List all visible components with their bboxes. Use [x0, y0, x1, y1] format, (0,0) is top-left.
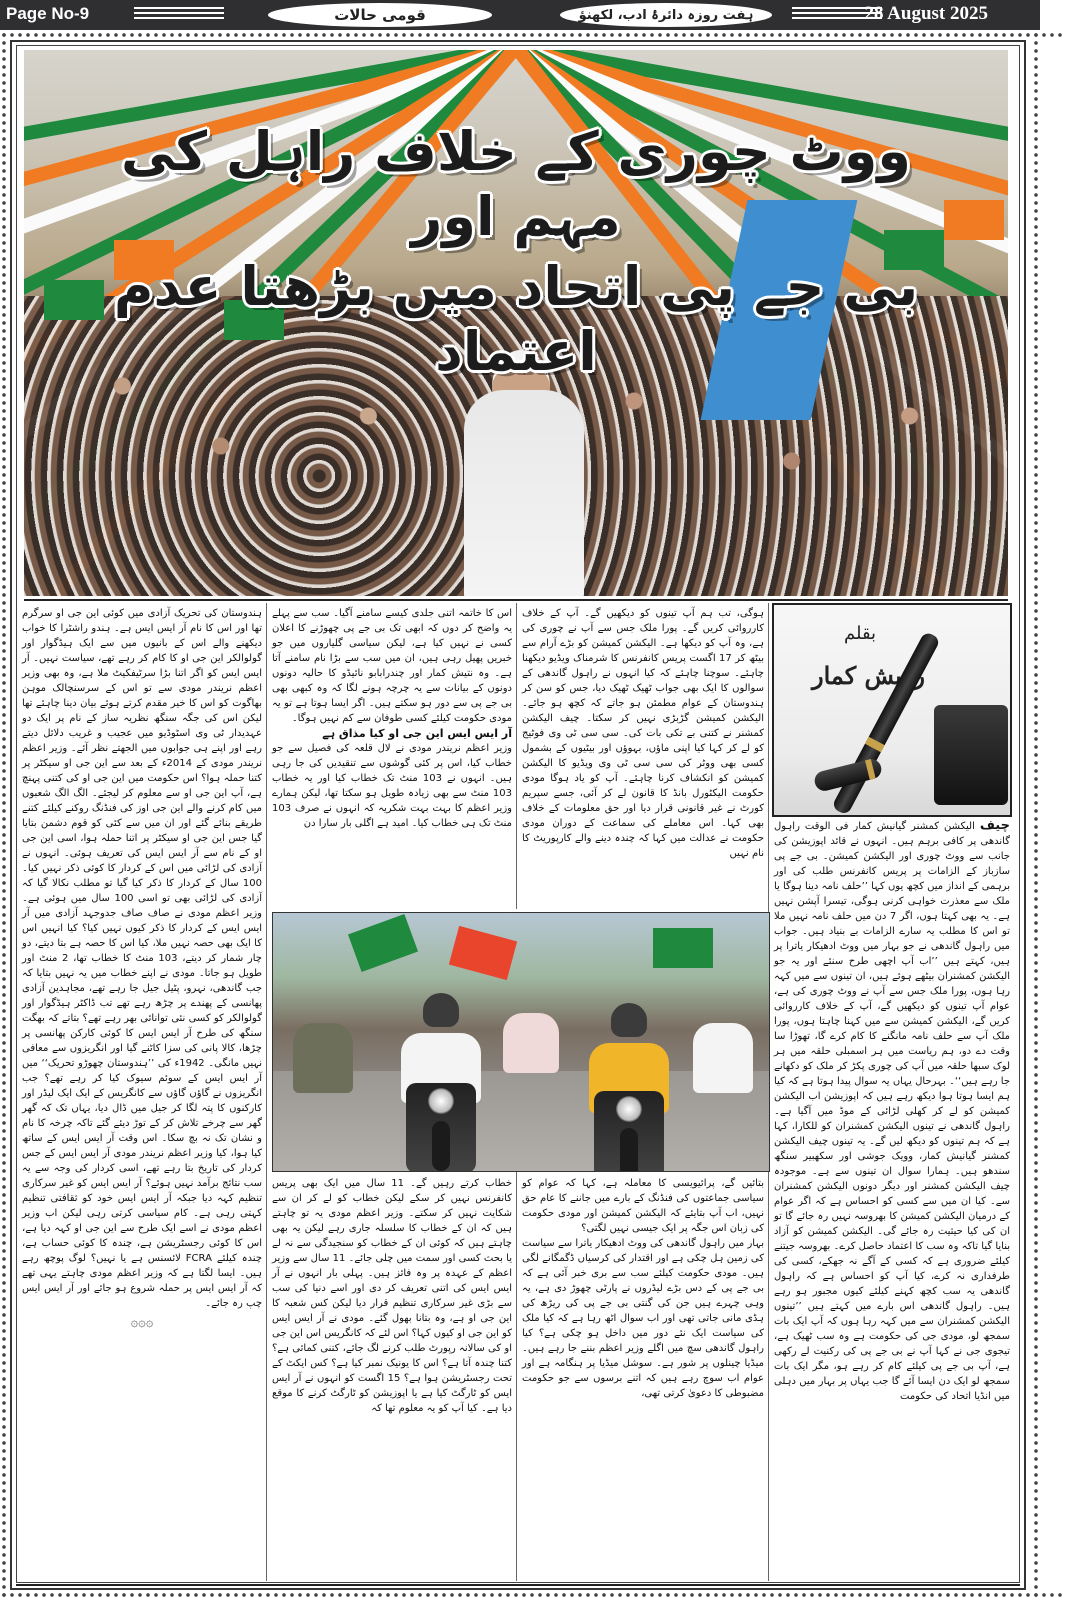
column-rule — [516, 603, 517, 909]
headline-line-2: بی جے پی اتحاد میں بڑھتا عدم اعتماد — [113, 255, 919, 383]
ornament-border-top — [0, 31, 1066, 39]
helmet — [423, 993, 459, 1027]
paragraph: ہندوستان کی تحریک آزادی میں کوئی این جی او سرگرم تھا اور اس کا نام آر ایس ایس ہے۔ ہندو راشٹرا کا خواب دیکھنے والے اس کے بانیوں میں سے ایک ہیڈگوار اور گولوالکر این جی او کا کام کر رہے تھے، سیاست نہیں۔ آر ایس ایس کو اگر اتنا بڑا سرٹیفکیٹ ملا ہے، وہ بھی وزیر اعظم نریندر مودی سے تو اس کے سرسنچالک موہن بھاگوت کو اس کا خیر مقدم کرتے ہوئے بیان دینا چاہئے تھا لیکن اس کی جگہ سنگھ نظریہ ساز کے نام پر ایک دو عہدیدار ٹی وی اسٹوڈیو میں عجیب و غریب دلائل دیتے رہے اور اپنے ہی جوابوں میں الجھتے نظر آئے۔ وزیر اعظم نریندر مودی کے 2014ء کے بعد سے این جی او سیکٹر پر کتنا حملہ ہوا؟ اس حکومت میں این جی او کی کتنی پہنچ ہے، آپ این جی او سے معلوم کر لیجئے۔ الگ الگ شعبوں میں کام کرنے والے این جی اوز کی فنڈنگ روکنے کیلئے کتنے طریقے بنائے گئے اور ان میں سے کئی کو قوم دشمن بتایا گیا جس این جی او سیکٹر پر اتنا حملہ ہوا، اسی این جی او کے نام سے آر ایس ایس کی تعریف ہوئی۔ انہوں نے آزادی کی لڑائی میں اس کے کردار کا کوئی ذکر نہیں کیا۔ 100 سال کے کردار کا ذکر کیا گیا تو مطلب نکالا گیا کہ آزادی کی لڑائی بھی تو اسی 100 سال میں ہوئی ہے۔ وزیر اعظم مودی نے صاف صاف جدوجہد آزادی میں آر ایس ایس کے کردار کا ذکر کیوں نہیں کیا؟ کیا انہیں اس کا ایک بھی حصہ نہیں ملا، کیا اس کا حصہ ہے بتا دیتے، دو چار شمار کر دیتے، 103 منٹ کا خطاب تھا، 2 منٹ اور طویل ہو جاتا۔ مودی نے اپنے خطاب میں یہ نہیں بتایا کہ جب گاندھی، نہرو، پٹیل جیل جا رہے تھے، مجاہدین آزادی پھانسی کے پھندے پر چڑھ رہے تھے تب ڈاکٹر ہیڈگوار اور گولوالکر کو کسی نئی توانائی بھر رہے تھے؟ بتاتے کہ بھگت سنگھ کی طرح آر ایس ایس کا کوئی کارکن پھانسی پر چڑھا، کالا پانی کی سزا کاٹنے گیا اور انگریزوں سے معافی نہیں مانگی۔ 1942ء کی ’’ہندوستان چھوڑو تحریک‘‘ میں آر ایس ایس کے سوئم سیوک کیا کر رہے تھے؟ جب انگریزوں نے گاؤں گاؤں سے کانگریس کے ایک ایک لیڈر اور کارکنوں کا پتہ لگا کر جیل میں ڈال دیا، یہاں تک کہ گھر گھر سے چرخے تلاش کر کے توڑ دیئے گئے تاکہ چرخہ کا نام و نشان تک نہ بچ سکا۔ اس وقت آر ایس ایس کے ساتھ کیا ہوا، کیا وزیر اعظم نریندر مودی آر ایس ایس کے جس کردار کی تاریخ بتا رہے تھے، اسی کردار کی وجہ سے یہ سب نتائج برآمد نہیں ہوئے؟ آر ایس ایس کو غیر سرکاری تنظیم کہہ دیا جبکہ آر ایس ایس خود کو ثقافتی تنظیم کہتی رہی ہے۔ کام سیاسی کرتی رہی لیکن اب وزیر اعظم مودی نے اسے ایک طرح سے این جی او کہہ دیا ہے، اس کا کوئی رجسٹریشن ہے، چندہ کا کوئی حساب ہے، چندہ کیلئے FCRA لائسنس ہے یا نہیں؟ لوگ پوچھ رہے ہیں۔ ایسا لگتا ہے کہ وزیر اعظم مودی چاہتے یہی تھے کہ آر ایس ایس پر حملہ شروع ہو جائے اور آر ایس ایس چپ رہ جائے۔ — [22, 608, 263, 1309]
wheel — [432, 1121, 450, 1171]
ornament-border-bottom — [0, 1591, 1066, 1599]
article-column-3-bottom — [522, 1176, 764, 1401]
column-rule — [516, 1172, 517, 1581]
fountain-pen-icon — [831, 631, 941, 816]
byline-name: رویش کمار — [812, 661, 926, 690]
paragraph: اس کا خاتمہ اتنی جلدی کیسے سامنے آگیا۔ سب سے پہلے یہ واضح کر دوں کہ ابھی تک بی جے پی چھوڑنے کا اعلان کسی نے نہیں کیا ہے، لیکن سیاسی گلیاروں میں جو خبریں پھیل رہی ہیں، ان میں سب سے بڑا نام سامنے آتا ہے۔ وہ نتیش کمار اور چندرابابو نائیڈو کا حالیہ دونوں دونوں کے بیانات سے یہ چرچہ ہونے لگا کہ وہ کبھی بھی بی جے پی سے دور ہو سکتے ہیں۔ اگر ایسا ہوتا ہے تو یہ مودی حکومت کیلئے کسی طوفان سے کم نہیں ہوگا۔ — [272, 608, 512, 724]
flag-icon — [449, 926, 517, 980]
headline-line-1: ووٹ چوری کے خلاف راہل کی مہم اور — [121, 120, 911, 248]
rule — [16, 1584, 1020, 1586]
masthead-bar — [0, 0, 1040, 30]
rider — [503, 1013, 559, 1073]
paragraph: خطاب کرتے رہیں گے۔ 11 سال میں ایک بھی پریس کانفرنس نہیں کر سکے لیکن خطاب کو لے کر ان سے شکایت نہیں کر سکتے۔ وزیر اعظم مودی یہ تو چاہتے ہیں کہ ان کے خطاب کا سلسلہ جاری رہے لیکن یہ بھی چاہتے ہیں کہ کوئی ان کے خطاب کو سنجیدگی سے نہ لے یا بحث کسی اور سمت میں چلی جائے۔ 11 سال سے وزیر اعظم کے عہدہ پر وہ فائز ہیں۔ پہلی بار انہوں نے آر ایس ایس کی اتنی تعریف کر دی اور اسے دنیا کی سب سے بڑی غیر سرکاری تنظیم قرار دیا لیکن کس شعبہ کا این جی او ہے، وہ بتانا بھول گئے۔ مودی نے آر ایس ایس کو این جی او کیوں کہا؟ اس لئے کہ کانگریس اس این جی او کی سالانہ رپورٹ طلب کرنے لگ جائے، کتنی کمائی ہے؟ کتنا چندہ آتا ہے؟ اس کا یونیک نمبر کیا ہے؟ کس ایکٹ کے تحت رجسٹریشن ہوا ہے؟ 15 اگست کو انہوں نے آر ایس ایس کو ٹارگٹ کیا ہے یا اپوزیشن کو ٹارگٹ کرنے کا موقع دیا ہے۔ کیا آپ کو یہ معلوم تھا کہ — [272, 1178, 512, 1414]
end-ornament-icon: ۞۞۞ — [130, 1315, 154, 1330]
hero-rally-photo — [24, 50, 1008, 596]
article-column-4 — [774, 818, 1010, 1404]
lead-word: چیف — [979, 818, 1010, 833]
subheading: آر ایس ایس این جی او کیا مذاق ہے — [322, 727, 512, 740]
decorative-stripes — [134, 7, 224, 23]
rider — [293, 1023, 353, 1093]
rule — [24, 599, 1008, 601]
paragraph — [774, 818, 1010, 1404]
headlamp — [616, 1096, 642, 1122]
paragraph-text: الیکشن کمشنر گیانیش کمار فی الوقت راہول گاندھی پر کافی برہم ہیں۔ انہوں نے قائد اپوزیشن کی جانب سے ووٹ چوری اور الیکشن کمیشن۔ بی جے پی سازباز کے الزامات پر پریس کانفرنس طلب کی اور برہمی کے انداز میں کچھ یوں کہا ’’حلف نامہ دینا ہوگا یا ملک سے معذرت خواہی کرنی ہوگی، تیسرا آپشن نہیں ہے۔ یہ بھی کہتا ہوں، اگر 7 دن میں حلف نامہ نہیں ملا تو اس کا مطلب یہ سارے الزامات بے بنیاد ہیں۔ جواب میں راہول گاندھی نے جو بہار میں ووٹ ادھیکار یاترا پر ہیں، کہتے ہیں ’’اب آپ اچھی طرح سنئے اور یہ جو الیکشن کمشنران بیٹھے ہوئے ہیں، ان تینوں سے میں کہہ رہا ہوں، پورا ملک جس سے آپ نے ووٹ چوری کی ہے، عوام آپ تینوں کو دیکھیں گے، آپ کے خلاف کارروائی کریں گے، الیکشن کمیشن سے میں کہنا چاہتا ہوں، پورا ملک آپ سے حلف نامہ مانگنے کا کام کرے گا، تھوڑا سا وقت دے دو، ہم ریاست میں ہر اسمبلی حلقہ میں ہر لوک سبھا حلقہ میں آپ کی چوری پکڑ کر ملک کو دکھانے جا رہے ہیں‘‘۔ بہرحال یہاں یہ سوال پیدا ہوتا ہے کہ کیا ہم ایسا ہوتا ہوا دیکھ رہے ہیں کہ اپوزیشن اب الیکشن کمیشن کو لے کر کھلی لڑائی کے موڈ میں آگیا ہے۔ راہول گاندھی نے تینوں الیکشن کمشنران کو للکارا، کہا ہے کہ ہم تینوں کو دیکھ لیں گے۔ یہ تینوں چیف الیکشن کمشنر گیانیش کمار، وویک جوشی اور سکھبیر سنگھ سندھو ہیں۔ ہمارا سوال ان تینوں سے ہے۔ موجودہ چیف الیکشن کمشنر اور دیگر دونوں الیکشن کمشنران سے۔ کیا ان میں سے کسی کو احساس ہے کہ اگر عوام کے درمیان الیکشن کمیشن کا بھروسہ نہیں رہ جائے گا تو ان کی کیا حیثیت رہ جائے گی۔ الیکشن کمیشن کو آزاد بنایا گیا تاکہ وہ سب کا اعتماد حاصل کرے۔ بھروسہ جیتنے کیلئے ضروری ہے کہ کسی کے آگے نہ جھکے، کسی کی طرفداری نہ کرے، کیا آپ کو احساس ہے کہ راہول گاندھی یہ سب کچھ کہنے کیلئے کیوں مجبور ہو رہے ہیں۔ راہول گاندھی اس بارے میں کہتے ہیں ’’تینوں الیکشن کمشنران سے میں کہہ رہا ہوں کہ آپ ایک بات سمجھ لو، مودی جی کی حکومت ہے وہ سب ٹھیک ہے، تیجوی جی نے کہا آپ نے بی جے پی کی رکنیت لے رکھی ہے، آپ بی جے پی کیلئے کام کر رہے ہو، مگر ایک بات سمجھ لو ایک دن ایسا آئے گا جب یہاں پر بہار میں دہلی میں انڈیا اتحاد کی حکومت — [774, 821, 1011, 1402]
article-column-3-top — [522, 606, 764, 861]
byline-label: بقلم — [844, 623, 877, 644]
article-column-1 — [22, 606, 262, 1330]
wheel — [620, 1128, 638, 1172]
article-column-2-bottom — [272, 1176, 512, 1416]
issue-date: 28 August 2025 — [864, 3, 988, 24]
paragraph: وزیر اعظم نریندر مودی نے لال قلعہ کی فصیل سے جو خطاب کیا، اس پر کئی گوشوں سے تنقیدیں کی جا رہی ہیں۔ انہوں نے 103 منٹ تک خطاب کیا اور یہ خطاب 103 منٹ سے بھی زیادہ طویل ہو سکتا تھا، لیکن ہمارے وزیر اعظم کا بہت بہت شکریہ کہ انہوں نے صرف 103 منٹ تک ہی خطاب کیا۔ امید ہے اگلی بار سارا دن — [272, 743, 512, 829]
column-rule — [266, 603, 267, 1581]
rider — [693, 1023, 753, 1093]
flag-icon — [348, 914, 418, 972]
helmet — [611, 1003, 647, 1037]
section-title: قومی حالات — [268, 3, 492, 27]
speaker-figure — [464, 390, 584, 596]
publication-name: ہفت روزہ دائرۂ ادب، لکھنؤ — [560, 3, 772, 27]
paragraph: بہار میں راہول گاندھی کی ووٹ ادھیکار یاترا سے سیاست کی زمین ہل چکی ہے اور اقتدار کی کرسیاں ڈگمگانے لگی ہیں۔ مودی حکومت کیلئے سب سے بری خبر آئی ہے کہ بی جے پی کے دس بڑے لیڈروں نے پارٹی چھوڑ دی ہے، یہ وہی چہرے ہیں جن کی گنتی بی جے پی کی ریڑھ کی ہڈی مانی جاتی تھی اور اب سوال اٹھ رہا ہے کہ کیا ملک کی سیاست ایک نئے دور میں داخل ہو چکی ہے؟ کیا راہول گاندھی سچ میں اگلے وزیر اعظم بننے جا رہے ہیں۔ میڈیا چینلوں پر شور ہے۔ سوشل میڈیا پر ہنگامہ ہے اور عوام اب سوچ رہے ہیں کہ اتنے برسوں سے جو حکومت مضبوطی کا دعویٰ کرتی تھی، — [522, 1238, 764, 1399]
page-number: Page No-9 — [6, 4, 90, 23]
inkwell-icon — [934, 705, 1008, 805]
byline-box — [772, 603, 1012, 817]
ornament-border-left — [0, 31, 8, 1599]
paragraph: ہوگی، تب ہم آپ تینوں کو دیکھیں گے۔ آپ کے خلاف کارروائی کریں گے۔ پورا ملک جس سے آپ نے چوری کی ہے، وہ آپ کو دیکھا ہے۔ الیکشن کمیشن کو بڑے آرام سے بیٹھ کر 17 اگست پریس کانفرنس کا شرمناک ویڈیو دیکھنا چاہئے۔ سوچنا چاہئے کہ کیا انہوں نے راہول گاندھی کے سوالوں کا ایک بھی جواب ٹھیک ٹھیک دیا، جس کو سن کر ہندوستان کے عوام مطمئن ہو جاتے کہ کچھ ہو جائے۔ الیکشن کمیشن گڑبڑی نہیں کر سکتا۔ چیف الیکشن کمشنر نے کتنی بے تکی بات کی۔ سی سی ٹی وی فوٹیج کو لے کر کہا کیا اپنی ماؤں، بہوؤں اور بیٹیوں کے بشمول کسی بھی ووٹر کی سی سی ٹی وی ویڈیو کا الیکشن کمیشن کو انکشاف کرنا چاہئے۔ آپ کو یاد ہوگا مودی حکومت الیکٹورل بانڈ کا قانون لے کر آئی، جسے سپریم کورٹ نے غیر قانونی قرار دیا اور حق معلومات کے خلاف بھی کہا۔ اس معاملے کی سماعت کے دوران مودی حکومت نے عدالت میں کہا کہ چندہ دینے والے کارپوریٹ کا نام نہیں — [522, 608, 764, 859]
masthead-tail — [1040, 0, 1066, 30]
flag-icon — [653, 928, 713, 968]
article-column-2-top — [272, 606, 512, 831]
bike-rally-photo — [272, 912, 770, 1172]
ornament-border-right — [1032, 31, 1040, 1599]
headlamp — [428, 1088, 454, 1114]
paragraph: بتائیں گے، پرائیویسی کا معاملہ ہے، کہا کہ عوام کو سیاسی جماعتوں کی فنڈنگ کے بارے میں جاننے کا عام حق نہیں، اب آپ بتایئے کہ الیکشن کمیشن اور مودی حکومت کی زبان اس جگہ پر ایک جیسی نہیں لگتی؟ — [522, 1178, 764, 1234]
